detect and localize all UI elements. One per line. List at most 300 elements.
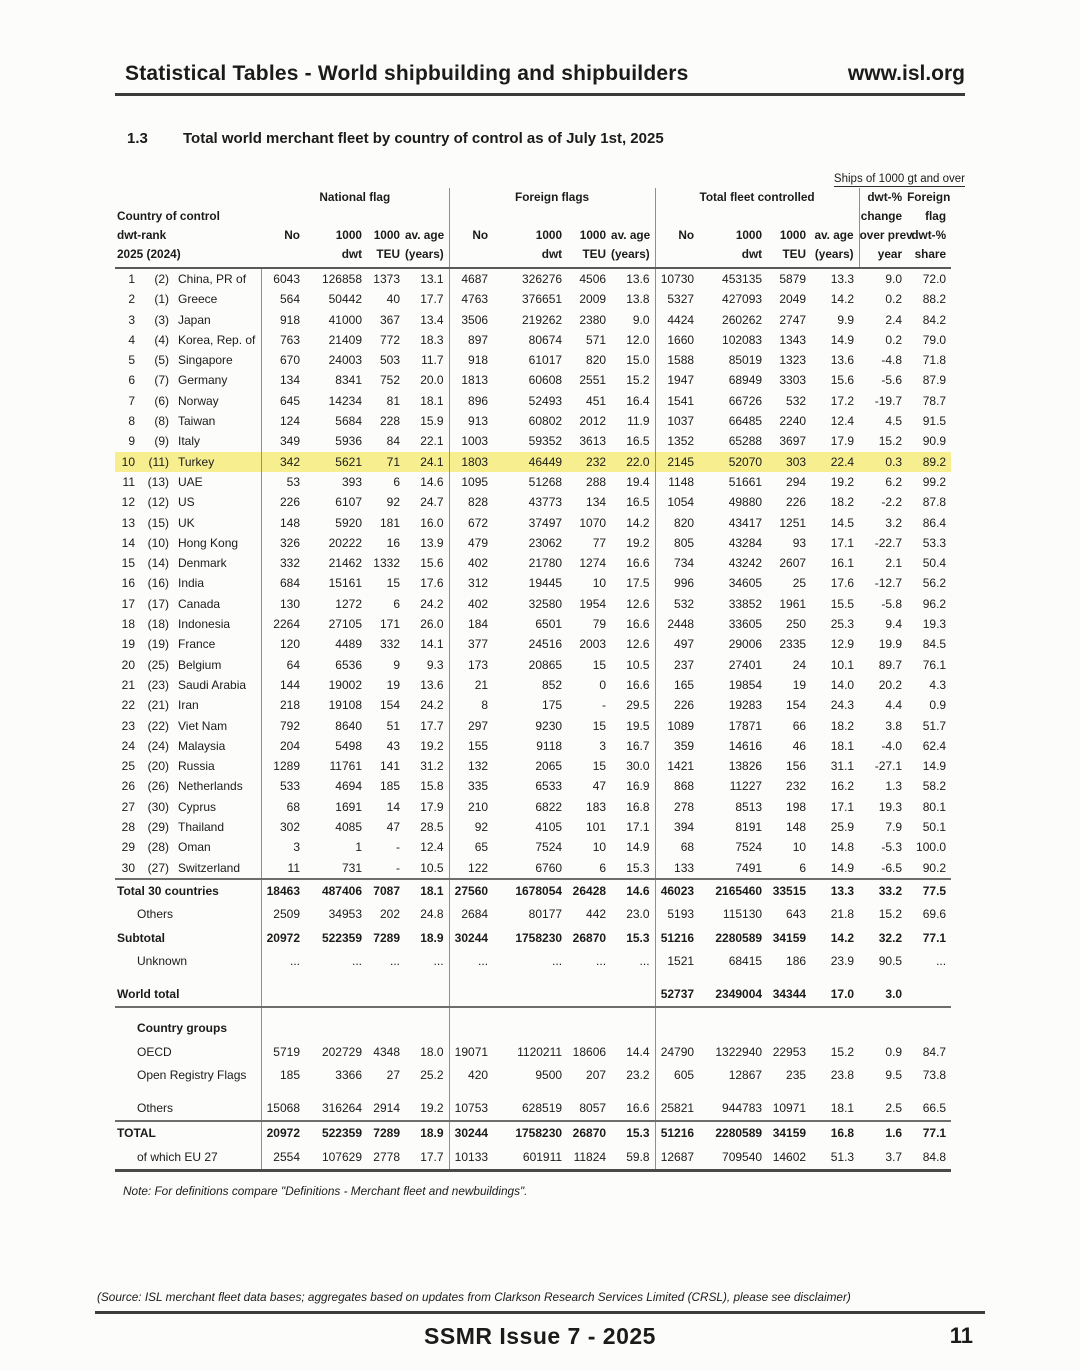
cell-ff-age: 15.2	[611, 370, 655, 390]
cell-ff-dwt: 6533	[535, 779, 563, 794]
prev-rank: (12)	[147, 495, 169, 510]
header-sub1-0-1: 1000	[335, 228, 362, 242]
country-row	[115, 350, 951, 370]
cell-nf-age: 18.0	[405, 1041, 449, 1065]
cell-foreign-share: 89.2	[907, 452, 951, 472]
cell-tf-age: 13.3	[830, 272, 855, 286]
cell-tf-teu: 14602	[772, 1149, 807, 1164]
cell-nf-age	[405, 974, 449, 1008]
cell-foreign-share: 62.4	[922, 738, 947, 753]
cell-nf-teu: 185	[379, 779, 400, 794]
cell-tf-no	[655, 1007, 699, 1041]
cell-tf-no: 24790	[660, 1044, 695, 1059]
country-name: Hong Kong	[178, 535, 239, 550]
cell-nf-no: 124	[279, 414, 300, 429]
cell-tf-teu: 19	[792, 677, 807, 692]
cell-tf-age: 17.0	[830, 986, 855, 1001]
header-sub1-0-0: No	[284, 228, 300, 242]
country-name: Norway	[178, 393, 219, 408]
cell-foreign-share: 76.1	[922, 657, 947, 672]
header-country-2: dwt-rank	[117, 228, 167, 242]
cell-tf-no: 359	[674, 738, 695, 753]
cell-tf-no: 52737	[660, 986, 695, 1001]
cell-tf-age: 16.8	[811, 1121, 859, 1146]
cell-nf-no: 349	[279, 434, 300, 449]
cell-tf-age: 22.4	[811, 452, 859, 472]
summary-row	[115, 950, 951, 974]
cell-ff-teu: 15	[592, 657, 607, 672]
cell-dwt-change: 0.2	[885, 332, 903, 347]
cell-nf-dwt	[305, 1007, 367, 1041]
cell-dwt-change: -12.7	[874, 576, 903, 591]
country-name: France	[178, 637, 216, 652]
cell-nf-age: 9.3	[405, 655, 449, 675]
cell-nf-age: 17.7	[405, 716, 449, 736]
cell-tf-no: 4424	[667, 312, 695, 327]
cell-nf-teu: 202	[379, 907, 400, 922]
cell-ff-no: 918	[468, 353, 489, 368]
country-row	[115, 695, 951, 715]
cell-tf-dwt: 2349004	[715, 986, 763, 1001]
cell-ff-dwt: 43773	[528, 495, 563, 510]
cell-ff-age: 11.9	[611, 411, 655, 431]
cell-nf-dwt: 4489	[335, 637, 362, 652]
cell-nf-age: 17.9	[405, 797, 449, 817]
cell-nf-age	[405, 1007, 449, 1041]
dwt-rank: 29	[121, 840, 135, 855]
cell-ff-no: 4687	[461, 272, 489, 286]
dwt-rank: 14	[121, 535, 135, 550]
cell-tf-dwt: 85019	[728, 353, 763, 368]
cell-ff-dwt: 175	[542, 698, 563, 713]
cell-nf-teu: 84	[386, 434, 400, 449]
cell-dwt-change	[859, 1007, 907, 1041]
cell-nf-no	[261, 1007, 305, 1041]
cell-ff-dwt	[493, 1007, 567, 1041]
cell-tf-teu: 34159	[772, 930, 807, 945]
country-row	[115, 452, 951, 472]
cell-tf-age: 17.1	[830, 799, 855, 814]
cell-nf-teu: 752	[379, 373, 400, 388]
cell-foreign-share: 58.2	[922, 779, 947, 794]
cell-dwt-change: 0.9	[885, 1044, 903, 1059]
cell-dwt-change: 9.4	[885, 617, 903, 632]
cell-ff-teu: 451	[586, 393, 607, 408]
header-group-1: Foreign flags	[449, 188, 655, 207]
country-name: Germany	[178, 373, 228, 388]
cell-foreign-share: 53.3	[922, 535, 947, 550]
cell-ff-no: 1095	[461, 474, 489, 489]
header-change-1: dwt-%	[867, 190, 903, 204]
dwt-rank: 13	[121, 515, 135, 530]
cell-ff-age: 14.2	[611, 513, 655, 533]
prev-rank: (25)	[147, 657, 169, 672]
cell-tf-teu: 22953	[772, 1044, 807, 1059]
header-url: www.isl.org	[847, 62, 965, 85]
cell-tf-teu: 250	[786, 617, 807, 632]
header-sub1-2-0: No	[678, 228, 695, 242]
country-label	[115, 350, 261, 370]
cell-ff-age: 16.4	[611, 391, 655, 411]
country-row	[115, 858, 951, 879]
page-number: 11	[949, 1323, 973, 1348]
cell-tf-age: 17.1	[830, 535, 855, 550]
cell-nf-dwt: 6107	[335, 495, 362, 510]
cell-ff-no: 402	[468, 596, 489, 611]
cell-tf-teu: 2335	[779, 637, 807, 652]
cell-nf-dwt: 5621	[305, 452, 367, 472]
cell-tf-age: 23.9	[830, 954, 855, 969]
cell-tf-age: 19.2	[830, 474, 855, 489]
cell-ff-no: 27560	[449, 879, 493, 904]
cell-tf-dwt: 17871	[728, 718, 763, 733]
dwt-rank: 22	[121, 698, 135, 713]
cell-foreign-share: 56.2	[922, 576, 947, 591]
cell-tf-no: 868	[674, 779, 695, 794]
summary-label: of which EU 27	[115, 1146, 261, 1170]
country-label	[115, 817, 261, 837]
cell-tf-no: 2448	[667, 617, 695, 632]
header-sub2-2-2: TEU	[767, 245, 811, 268]
cell-nf-teu: 154	[379, 698, 400, 713]
country-name: UK	[178, 515, 195, 530]
header-country-spacer	[115, 188, 261, 207]
country-label	[115, 634, 261, 654]
cell-ff-no: 10133	[454, 1149, 489, 1164]
header-sub2-2-3: (years)	[811, 245, 859, 268]
cell-ff-teu: 4506	[579, 272, 607, 286]
cell-tf-dwt: 8191	[735, 820, 763, 835]
country-label	[115, 797, 261, 817]
cell-tf-age: 15.2	[830, 1044, 855, 1059]
cell-ff-dwt: 61017	[528, 353, 563, 368]
cell-tf-dwt: 453135	[722, 272, 763, 286]
summary-row	[115, 1146, 951, 1170]
cell-ff-teu: 207	[586, 1068, 607, 1083]
cell-ff-teu: 2551	[579, 373, 607, 388]
cell-nf-age: 13.9	[405, 533, 449, 553]
summary-row	[115, 1088, 951, 1122]
cell-ff-no: 297	[468, 718, 489, 733]
cell-tf-age: 12.9	[830, 637, 855, 652]
cell-tf-no: 394	[674, 820, 695, 835]
cell-dwt-change: 20.2	[878, 677, 903, 692]
header-country-1: Country of control	[117, 209, 220, 223]
cell-nf-teu: 503	[379, 353, 400, 368]
cell-ff-dwt: 20865	[528, 657, 563, 672]
country-row	[115, 736, 951, 756]
cell-ff-age: 17.5	[611, 573, 655, 593]
cell-tf-dwt: 2280589	[699, 1121, 767, 1146]
cell-tf-teu: 303	[767, 452, 811, 472]
cell-tf-no: 237	[674, 657, 695, 672]
cell-tf-teu: 2607	[779, 556, 807, 571]
header-sub1-0-3: av. age	[405, 226, 449, 245]
cell-tf-no: 1089	[667, 718, 695, 733]
cell-dwt-change: -5.3	[881, 840, 903, 855]
cell-foreign-share: 84.2	[922, 312, 947, 327]
country-name: Singapore	[178, 353, 233, 368]
cell-nf-age: 24.8	[405, 903, 449, 927]
cell-foreign-share: 50.1	[922, 820, 947, 835]
cell-tf-teu: 294	[786, 474, 807, 489]
dwt-rank: 11	[122, 474, 135, 489]
dwt-rank: 7	[128, 393, 135, 408]
summary-label: Country groups	[115, 1007, 261, 1041]
cell-ff-dwt: 1758230	[515, 930, 563, 945]
cell-ff-teu: 18606	[572, 1044, 607, 1059]
country-name: Italy	[178, 434, 201, 449]
header-sub2-0-1: dwt	[305, 245, 367, 268]
summary-label: World total	[115, 974, 261, 1008]
cell-nf-age: 16.0	[405, 513, 449, 533]
country-label	[115, 594, 261, 614]
country-row	[115, 756, 951, 776]
cell-nf-no: 670	[279, 353, 300, 368]
cell-dwt-change: 9.5	[885, 1068, 903, 1083]
dwt-rank: 19	[121, 637, 135, 652]
prev-rank: (16)	[147, 576, 169, 591]
dwt-rank: 9	[128, 434, 135, 449]
cell-ff-teu: 0	[599, 677, 607, 692]
cell-foreign-share: 87.8	[922, 495, 947, 510]
cell-nf-no	[261, 974, 305, 1008]
cell-nf-no: 68	[286, 799, 300, 814]
cell-tf-teu: 186	[786, 954, 807, 969]
cell-ff-age: 14.4	[611, 1041, 655, 1065]
cell-nf-no: 18463	[261, 879, 305, 904]
cell-tf-teu: 6	[799, 860, 807, 875]
cell-foreign-share: 77.1	[907, 1121, 951, 1146]
cell-nf-teu: 43	[386, 738, 400, 753]
cell-ff-teu: 1274	[579, 556, 607, 571]
cell-nf-age: 13.4	[405, 310, 449, 330]
cell-nf-no: 144	[279, 677, 300, 692]
dwt-rank: 27	[121, 799, 135, 814]
cell-tf-no: 51216	[660, 930, 695, 945]
country-name: Viet Nam	[178, 718, 228, 733]
header-share-4: share	[907, 245, 951, 268]
cell-nf-age: 10.5	[405, 858, 449, 879]
cell-nf-dwt: 15161	[328, 576, 362, 591]
cell-tf-age: 16.1	[830, 556, 855, 571]
cell-nf-age: 17.6	[405, 573, 449, 593]
prev-rank: (15)	[147, 515, 169, 530]
country-label	[115, 837, 261, 857]
cell-ff-no: 8	[481, 698, 489, 713]
cell-ff-no: 1803	[449, 452, 493, 472]
cell-tf-teu: 2049	[779, 292, 807, 307]
cell-tf-dwt: 2165460	[699, 879, 767, 904]
cell-nf-no: 20972	[261, 1121, 305, 1146]
header-group-spacer-1	[449, 207, 655, 226]
cell-tf-no: 1037	[667, 414, 695, 429]
cell-tf-age: 18.1	[830, 1100, 855, 1115]
footer-issue: SSMR Issue 7 - 2025	[424, 1322, 656, 1349]
header-sub2-1-0	[449, 245, 493, 268]
header-sub2-2-1: dwt	[699, 245, 767, 268]
cell-nf-teu: 332	[379, 637, 400, 652]
cell-ff-teu: 3	[599, 738, 607, 753]
cell-ff-dwt: 60608	[528, 373, 563, 388]
cell-ff-dwt: 852	[542, 677, 563, 692]
prev-rank: (6)	[154, 393, 169, 408]
cell-dwt-change: -4.8	[881, 353, 903, 368]
dwt-rank: 12	[121, 495, 135, 510]
header-sub1-1-1: 1000	[535, 228, 563, 242]
cell-tf-age: 14.2	[830, 930, 855, 945]
cell-tf-no: 532	[674, 596, 695, 611]
cell-tf-dwt: 1322940	[715, 1044, 763, 1059]
cell-ff-age: 22.0	[611, 452, 655, 472]
cell-nf-teu	[367, 1007, 405, 1041]
cell-dwt-change: 19.9	[878, 637, 903, 652]
cell-ff-age: ...	[611, 950, 655, 974]
cell-dwt-change: 3.7	[885, 1149, 903, 1164]
cell-nf-age: 15.6	[405, 553, 449, 573]
cell-tf-age: 31.1	[830, 759, 855, 774]
cell-ff-age: 13.8	[611, 289, 655, 309]
prev-rank: (26)	[147, 779, 169, 794]
summary-label: Others	[115, 1088, 261, 1122]
cell-ff-dwt: 1678054	[493, 879, 567, 904]
cell-ff-dwt: 219262	[522, 312, 563, 327]
section-title-row	[115, 130, 965, 147]
cell-tf-age: 21.8	[830, 907, 855, 922]
country-name: Saudi Arabia	[178, 677, 247, 692]
cell-ff-dwt: 23062	[528, 535, 563, 550]
cell-nf-no: 564	[279, 292, 300, 307]
cell-nf-no: 326	[279, 535, 300, 550]
cell-ff-teu: 2380	[579, 312, 607, 327]
cell-nf-no: 332	[279, 556, 300, 571]
cell-tf-dwt: 66726	[728, 393, 763, 408]
cell-foreign-share: 80.1	[922, 799, 947, 814]
cell-ff-dwt: 1120211	[517, 1044, 563, 1059]
cell-dwt-change: 32.2	[878, 930, 903, 945]
country-label	[115, 391, 261, 411]
cell-nf-teu	[367, 974, 405, 1008]
cell-nf-teu: 4348	[373, 1044, 400, 1059]
cell-nf-no: 226	[279, 495, 300, 510]
cell-foreign-share: 90.9	[922, 434, 947, 449]
header-sub2-0-3: (years)	[405, 245, 449, 268]
table-bottom-rule	[115, 1169, 951, 1172]
country-row	[115, 391, 951, 411]
cell-tf-dwt: 12867	[728, 1068, 763, 1083]
cell-nf-dwt: 487406	[305, 879, 367, 904]
cell-nf-teu: 1332	[373, 556, 400, 571]
header-sub1-2-2: 1000	[779, 228, 807, 242]
cell-tf-age: 25.9	[830, 820, 855, 835]
cell-nf-no: 134	[279, 373, 300, 388]
cell-dwt-change: 2.4	[885, 312, 903, 327]
cell-ff-teu: 11824	[573, 1149, 607, 1164]
cell-tf-no: 1148	[668, 474, 695, 489]
cell-nf-dwt: 20222	[328, 535, 362, 550]
header-sub2-0-2: TEU	[367, 245, 405, 268]
cell-ff-dwt: 37497	[528, 515, 563, 530]
cell-nf-dwt: 50442	[328, 292, 362, 307]
country-name: Greece	[178, 292, 218, 307]
cell-ff-age: 19.5	[611, 716, 655, 736]
country-name: Russia	[178, 759, 215, 774]
cell-foreign-share: 19.3	[922, 617, 947, 632]
cell-nf-dwt: 41000	[328, 312, 362, 327]
cell-tf-dwt: 33605	[728, 617, 763, 632]
cell-ff-teu: 1070	[579, 515, 607, 530]
cell-tf-no: 25821	[660, 1100, 695, 1115]
cell-dwt-change: 6.2	[885, 474, 903, 489]
summary-row	[115, 927, 951, 951]
country-row	[115, 370, 951, 390]
country-name: China, PR of	[178, 272, 247, 286]
cell-tf-age: 15.5	[830, 596, 855, 611]
cell-nf-dwt: 107629	[321, 1149, 362, 1164]
dwt-rank: 10	[121, 454, 135, 469]
cell-tf-dwt: 29006	[728, 637, 763, 652]
cell-nf-dwt: 5684	[335, 414, 362, 429]
cell-nf-teu: 772	[379, 332, 400, 347]
cell-ff-no: 30244	[449, 1121, 493, 1146]
dwt-rank: 20	[121, 657, 135, 672]
cell-tf-dwt: 51661	[728, 474, 763, 489]
cell-ff-teu: 101	[586, 820, 607, 835]
header-share-2: flag	[925, 209, 947, 223]
cell-nf-teu: 71	[367, 452, 405, 472]
cell-nf-no: 684	[279, 576, 300, 591]
cell-tf-dwt: 709540	[722, 1149, 763, 1164]
cell-nf-teu: 7289	[367, 1121, 405, 1146]
cell-foreign-share: 51.7	[922, 718, 947, 733]
cell-foreign-share: 86.4	[922, 515, 947, 530]
cell-nf-age: 19.2	[405, 1088, 449, 1122]
country-name: Denmark	[178, 556, 227, 571]
summary-row	[115, 879, 951, 904]
table-header	[115, 188, 951, 268]
cell-tf-teu: 2747	[779, 312, 807, 327]
country-row	[115, 675, 951, 695]
cell-tf-dwt: 43417	[728, 515, 763, 530]
header-change-2: change	[860, 209, 903, 223]
cell-nf-dwt: 21462	[328, 556, 362, 571]
cell-tf-no: 1947	[667, 373, 695, 388]
cell-tf-teu: 33515	[767, 879, 811, 904]
cell-tf-teu: 148	[786, 820, 807, 835]
cell-foreign-share: 78.7	[922, 393, 947, 408]
cell-ff-teu: 820	[586, 353, 607, 368]
cell-ff-age: 9.0	[611, 310, 655, 330]
cell-tf-no: 226	[674, 698, 695, 713]
country-row	[115, 817, 951, 837]
cell-tf-dwt: 11227	[729, 779, 763, 794]
dwt-rank: 2	[128, 292, 135, 307]
summary-row	[115, 903, 951, 927]
cell-ff-no: 19071	[454, 1044, 489, 1059]
cell-dwt-change: -6.5	[881, 860, 903, 875]
cell-ff-age: 19.2	[611, 533, 655, 553]
summary-label: Open Registry Flags	[115, 1064, 261, 1088]
cell-ff-dwt: 6501	[535, 617, 563, 632]
header-change-3: over prev.	[859, 228, 916, 242]
cell-nf-no: 342	[261, 452, 305, 472]
cell-nf-age: 18.9	[405, 927, 449, 951]
cell-tf-dwt: 52070	[699, 452, 767, 472]
header-share-1: Foreign	[907, 190, 951, 204]
cell-nf-dwt: 24003	[328, 353, 362, 368]
cell-nf-dwt: 8640	[335, 718, 362, 733]
cell-tf-teu: 1323	[779, 353, 807, 368]
